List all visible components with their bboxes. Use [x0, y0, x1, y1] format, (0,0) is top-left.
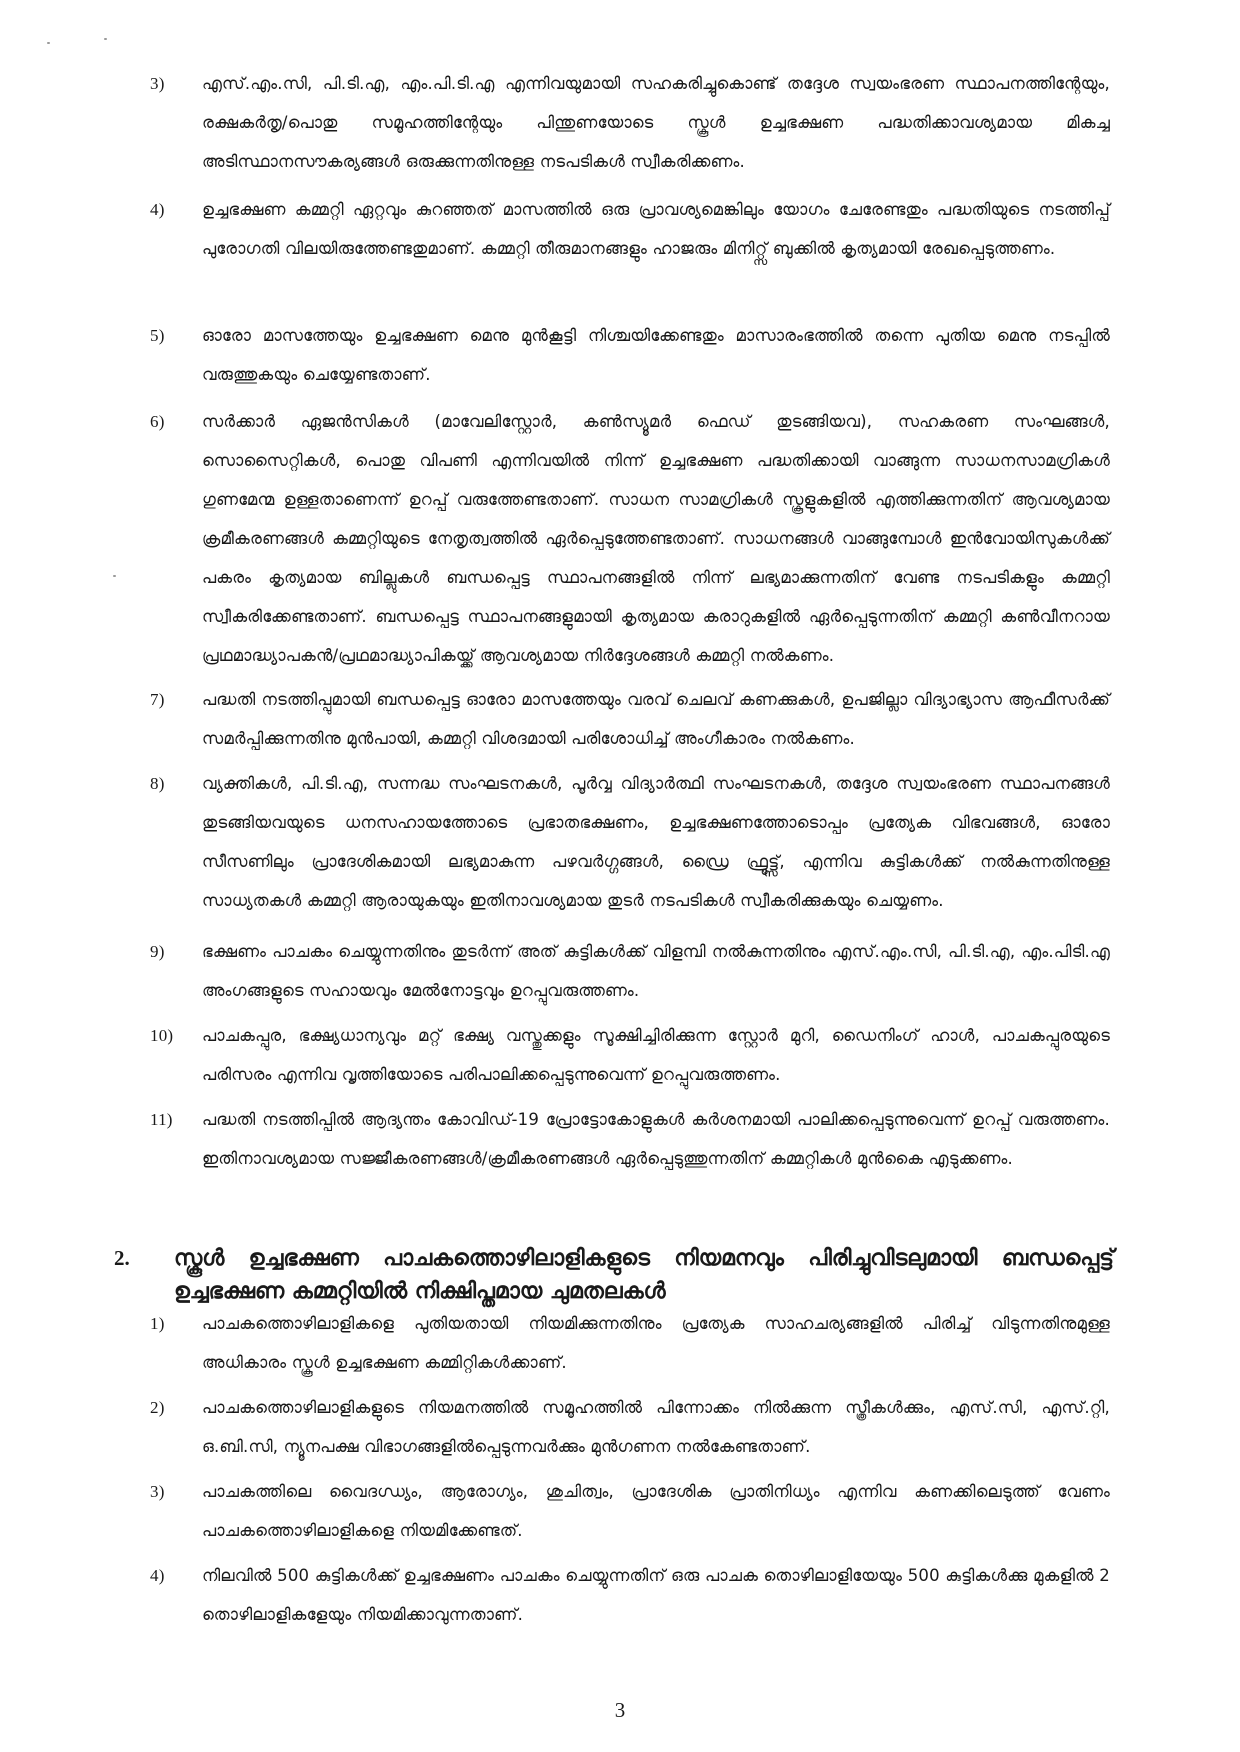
item-number: 8) [150, 774, 165, 793]
item-text: നിലവിൽ 500 കുട്ടികൾക്ക് ഉച്ചഭക്ഷണം പാചകം ചെയ്യുന്നതിന് ഒരു പാചക തൊഴിലാളിയേയും 500 കുട്ടികൾക്കു മുകളിൽ 2 തൊഴിലാളികളേയും നിയമിക്കാവുന്നതാണ്. [202, 1566, 1110, 1624]
list-item-b3 [150, 1472, 1110, 1550]
item-text: ഉച്ചഭക്ഷണ കമ്മറ്റി ഏറ്റവും കുറഞ്ഞത് മാസത്തിൽ ഒരു പ്രാവശ്യമെങ്കിലും യോഗം ചേരേണ്ടതും പദ്ധതിയുടെ നടത്തിപ്പ് പുരോഗതി വിലയിരുത്തേണ്ടതുമാണ്. കമ്മറ്റി തീരുമാനങ്ങളും ഹാജരും മിനിറ്റ്സ് ബുക്കിൽ കൃത്യമായി രേഖപ്പെടുത്തണം. [202, 200, 1110, 258]
list-item-a10 [150, 1016, 1110, 1094]
item-text: സർക്കാർ ഏജൻസികൾ (മാവേലിസ്റ്റോർ, കൺസ്യൂമർ ഫെഡ് തുടങ്ങിയവ), സഹകരണ സംഘങ്ങൾ, സൊസൈറ്റികൾ, പൊതു വിപണി എന്നിവയിൽ നിന്ന് ഉച്ചഭക്ഷണ പദ്ധതിക്കായി വാങ്ങുന്ന സാധനസാമഗ്രികൾ ഗുണമേന്മ ഉള്ളതാണെന്ന് ഉറപ്പ് വരുത്തേണ്ടതാണ്. സാധന സാമഗ്രികൾ സ്കൂളുകളിൽ എത്തിക്കുന്നതിന് ആവശ്യമായ ക്രമീകരണങ്ങൾ കമ്മറ്റിയുടെ നേതൃത്വത്തിൽ ഏർപ്പെടുത്തേണ്ടതാണ്. സാധനങ്ങൾ വാങ്ങുമ്പോൾ ഇൻവോയിസുകൾക്ക് പകരം കൃത്യമായ ബില്ലുകൾ ബന്ധപ്പെട്ട സ്ഥാപനങ്ങളിൽ നിന്ന് ലഭ്യമാക്കുന്നതിന് വേണ്ട നടപടികളും കമ്മറ്റി സ്വീകരിക്കേണ്ടതാണ്. ബന്ധപ്പെട്ട സ്ഥാപനങ്ങളുമായി കൃത്യമായ കരാറുകളിൽ ഏർപ്പെടുന്നതിന് കമ്മറ്റി കൺവീനറായ പ്രഥമാദ്ധ്യാപകൻ/പ്രഥമാദ്ധ്യാപികയ്ക്ക് ആവശ്യമായ നിർദ്ദേശങ്ങൾ കമ്മറ്റി നൽകണം. [202, 412, 1110, 665]
item-number: 10) [150, 1026, 174, 1045]
item-text: പാചകത്തിലെ വൈദഗ്ധ്യം, ആരോഗ്യം, ശുചിത്വം, പ്രാദേശിക പ്രാതിനിധ്യം എന്നിവ കണക്കിലെടുത്ത് വേണം പാചകത്തൊഴിലാളികളെ നിയമിക്കേണ്ടത്. [202, 1482, 1110, 1540]
list-item-b1 [150, 1304, 1110, 1382]
item-number: 4) [150, 1566, 165, 1585]
list-item-a9 [150, 932, 1110, 1010]
item-text: പദ്ധതി നടത്തിപ്പുമായി ബന്ധപ്പെട്ട ഓരോ മാസത്തേയും വരവ് ചെലവ് കണക്കുകൾ, ഉപജില്ലാ വിദ്യാഭ്യാസ ആഫീസർക്ക് സമർപ്പിക്കുന്നതിനു മുൻപായി, കമ്മറ്റി വിശദമായി പരിശോധിച്ച് അംഗീകാരം നൽകണം. [202, 690, 1110, 748]
list-item-a5 [150, 316, 1110, 394]
item-text: വ്യക്തികൾ, പി.ടി.എ, സന്നദ്ധ സംഘടനകൾ, പൂർവ്വ വിദ്യാർത്ഥി സംഘടനകൾ, തദ്ദേശ സ്വയംഭരണ സ്ഥാപനങ്ങൾ തുടങ്ങിയവയുടെ ധനസഹായത്തോടെ പ്രഭാതഭക്ഷണം, ഉച്ചഭക്ഷണത്തോടൊപ്പം പ്രത്യേക വിഭവങ്ങൾ, ഓരോ സീസണിലും പ്രാദേശികമായി ലഭ്യമാകുന്ന പഴവർഗ്ഗങ്ങൾ, ഡ്രൈ ഫ്രൂട്ട്സ്, എന്നിവ കുട്ടികൾക്ക് നൽകുന്നതിനുള്ള സാധ്യതകൾ കമ്മറ്റി ആരായുകയും ഇതിനാവശ്യമായ തുടർ നടപടികൾ സ്വീകരിക്കുകയും ചെയ്യണം. [202, 774, 1110, 910]
page-number: 3 [614, 1698, 626, 1722]
scan-speck [113, 575, 116, 577]
list-item-a3 [150, 64, 1110, 181]
list-item-a6 [150, 402, 1110, 675]
scan-speck [104, 38, 107, 40]
list-item-a8 [150, 764, 1110, 920]
list-item-b2 [150, 1388, 1110, 1466]
list-item-b4 [150, 1556, 1110, 1634]
item-text: എസ്.എം.സി, പി.ടി.എ, എം.പി.ടി.എ എന്നിവയുമായി സഹകരിച്ചുകൊണ്ട് തദ്ദേശ സ്വയംഭരണ സ്ഥാപനത്തിന്റേയും, രക്ഷകർതൃ/പൊതു സമൂഹത്തിന്റേയും പിന്തുണയോടെ സ്കൂൾ ഉച്ചഭക്ഷണ പദ്ധതിക്കാവശ്യമായ മികച്ച അടിസ്ഥാനസൗകര്യങ്ങൾ ഒരുക്കുന്നതിനുള്ള നടപടികൾ സ്വീകരിക്കണം. [202, 74, 1110, 171]
item-number: 3) [150, 1482, 165, 1501]
section-title: സ്കൂൾ ഉച്ചഭക്ഷണ പാചകത്തൊഴിലാളികളുടെ നിയമനവും പിരിച്ചുവിടലുമായി ബന്ധപ്പെട്ട് ഉച്ചഭക്ഷണ കമ്മറ്റിയിൽ നിക്ഷിപ്തമായ ചുമതലകൾ [174, 1246, 1114, 1304]
list-item-a7 [150, 680, 1110, 758]
item-number: 3) [150, 74, 165, 93]
item-text: പാചകത്തൊഴിലാളികളെ പുതിയതായി നിയമിക്കുന്നതിനും പ്രത്യേക സാഹചര്യങ്ങളിൽ പിരിച്ച് വിടുന്നതിനുമുള്ള അധികാരം സ്കൂൾ ഉച്ചഭക്ഷണ കമ്മിറ്റികൾക്കാണ്. [202, 1314, 1110, 1372]
item-text: ഓരോ മാസത്തേയും ഉച്ചഭക്ഷണ മെനു മുൻകൂട്ടി നിശ്ചയിക്കേണ്ടതും മാസാരംഭത്തിൽ തന്നെ പുതിയ മെനു നടപ്പിൽ വരുത്തുകയും ചെയ്യേണ്ടതാണ്. [202, 326, 1110, 384]
item-number: 9) [150, 942, 165, 961]
list-item-a4 [150, 190, 1110, 268]
scan-speck [47, 42, 50, 44]
item-number: 6) [150, 412, 165, 431]
item-number: 11) [150, 1110, 173, 1129]
item-text: പദ്ധതി നടത്തിപ്പിൽ ആദ്യന്തം കോവിഡ്-19 പ്രോട്ടോകോളുകൾ കർശനമായി പാലിക്കപ്പെടുന്നുവെന്ന് ഉറപ്പ് വരുത്തണം. ഇതിനാവശ്യമായ സജ്ജീകരണങ്ങൾ/ക്രമീകരണങ്ങൾ ഏർപ്പെടുത്തുന്നതിന് കമ്മറ്റികൾ മുൻകൈ എടുക്കണം. [202, 1110, 1110, 1168]
item-number: 1) [150, 1314, 165, 1333]
item-text: ഭക്ഷണം പാചകം ചെയ്യുന്നതിനും തുടർന്ന് അത് കുട്ടികൾക്ക് വിളമ്പി നൽകുന്നതിനും എസ്.എം.സി, പി.ടി.എ, എം.പിടി.എ അംഗങ്ങളുടെ സഹായവും മേൽനോട്ടവും ഉറപ്പുവരുത്തണം. [202, 942, 1110, 1000]
item-number: 5) [150, 326, 165, 345]
section-heading [114, 1242, 1114, 1308]
item-number: 2) [150, 1398, 165, 1417]
section-number: 2. [114, 1246, 130, 1270]
item-text: പാചകത്തൊഴിലാളികളുടെ നിയമനത്തിൽ സമൂഹത്തിൽ പിന്നോക്കം നിൽക്കുന്ന സ്ത്രീകൾക്കും, എസ്.സി, എസ്.റ്റി, ഒ.ബി.സി, ന്യൂനപക്ഷ വിഭാഗങ്ങളിൽപ്പെടുന്നവർക്കും മുൻഗണന നൽകേണ്ടതാണ്. [202, 1398, 1110, 1456]
list-item-a11 [150, 1100, 1110, 1178]
item-number: 4) [150, 200, 165, 219]
item-text: പാചകപ്പുര, ഭക്ഷ്യധാന്യവും മറ്റ് ഭക്ഷ്യ വസ്തുക്കളും സൂക്ഷിച്ചിരിക്കുന്ന സ്റ്റോർ മുറി, ഡൈനിംഗ് ഹാൾ, പാചകപ്പുരയുടെ പരിസരം എന്നിവ വൃത്തിയോടെ പരിപാലിക്കപ്പെടുന്നുവെന്ന് ഉറപ്പുവരുത്തണം. [202, 1026, 1110, 1084]
item-number: 7) [150, 690, 165, 709]
